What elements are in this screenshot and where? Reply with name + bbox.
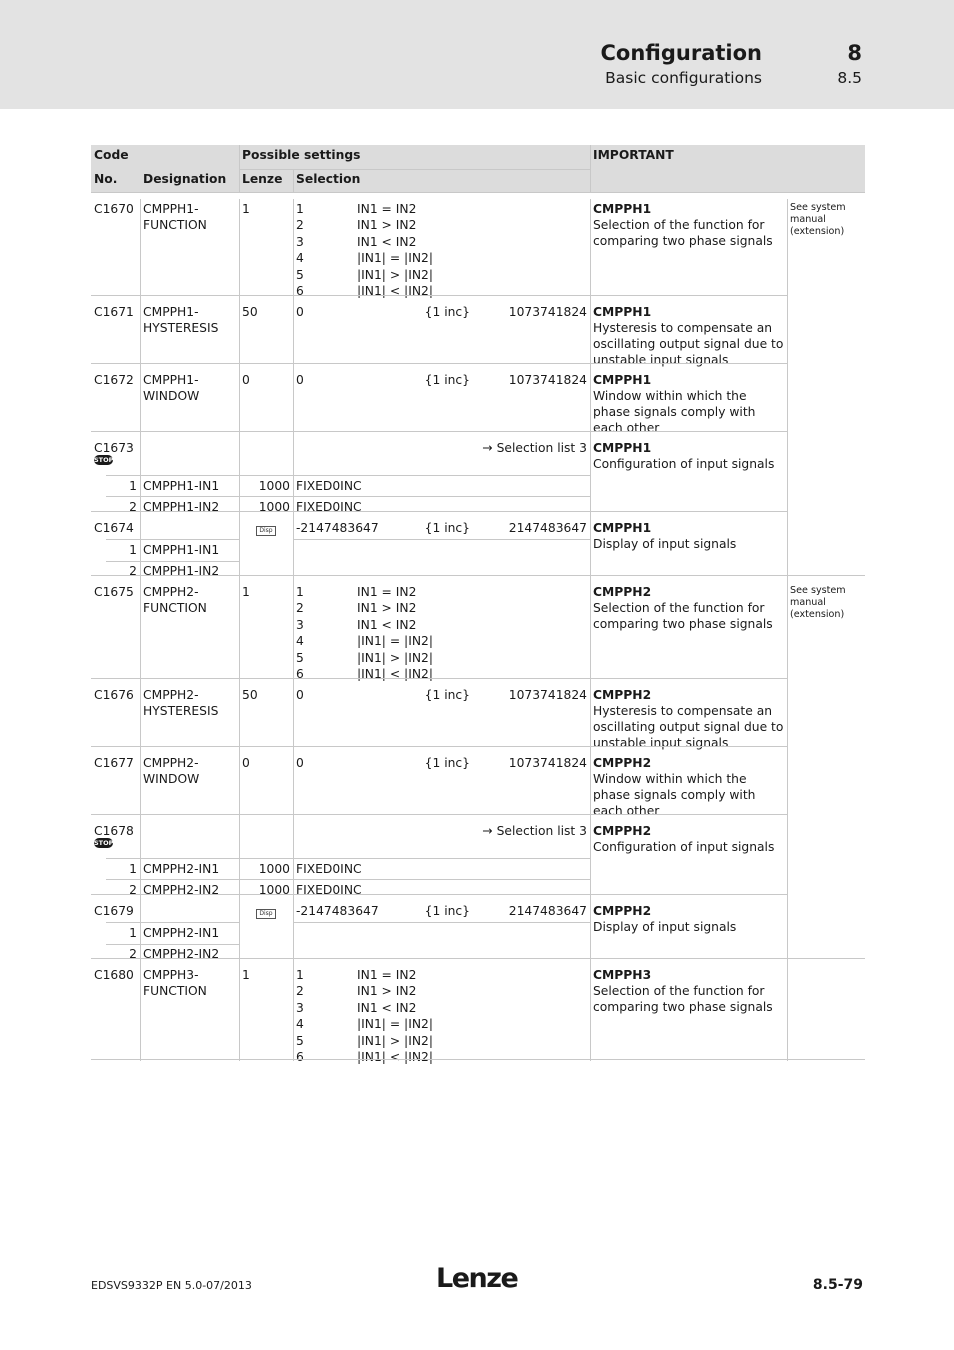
func-option-text: |IN1| < |IN2|	[357, 284, 433, 298]
range-step: {1 inc}	[424, 904, 470, 918]
important-heading: CMPPH2	[593, 585, 652, 599]
col-divider	[140, 438, 141, 518]
important-note: See system manual (extension)	[790, 585, 846, 620]
sub-number: 2	[129, 883, 137, 897]
func-option-text: IN1 < IN2	[357, 1000, 417, 1015]
row-divider	[293, 539, 590, 540]
col-divider	[239, 582, 240, 685]
col-divider	[293, 370, 294, 438]
sub-designation: CMPPH1-IN1	[143, 479, 220, 493]
func-option-text: |IN1| = |IN2|	[357, 1017, 433, 1032]
func-option-text: IN1 > IN2	[357, 218, 417, 233]
code-number: C1678	[94, 824, 134, 838]
sub-selection: FIXED0INC	[296, 479, 362, 493]
func-option-number: 4	[296, 634, 304, 649]
header-band	[0, 0, 954, 109]
important-text: Configuration of input signals	[593, 457, 775, 471]
row-divider	[91, 192, 865, 193]
row-divider	[91, 295, 787, 296]
range-max: 2147483647	[508, 904, 587, 918]
sub-designation: CMPPH1-IN2	[143, 564, 220, 578]
sub-number: 2	[129, 564, 137, 578]
func-option-number: 6	[296, 284, 304, 298]
row-divider	[91, 511, 787, 512]
row-divider	[293, 922, 590, 923]
lenze-default: 50	[242, 305, 258, 319]
row-divider	[91, 1059, 865, 1060]
func-option-text: |IN1| > |IN2|	[357, 650, 433, 665]
sub-designation: CMPPH1-IN1	[143, 543, 220, 557]
display-badge	[239, 901, 293, 917]
range-step: {1 inc}	[424, 688, 470, 702]
row-divider	[91, 958, 865, 959]
col-divider	[590, 901, 591, 965]
col-divider	[590, 370, 591, 438]
func-option-number: 4	[296, 1017, 304, 1032]
sub-designation: CMPPH2-IN1	[143, 926, 220, 940]
designation: CMPPH2- WINDOW	[143, 756, 200, 786]
code-number: C1674	[94, 521, 134, 535]
row-divider	[239, 169, 590, 170]
col-divider	[590, 518, 591, 582]
important-text: Selection of the function for comparing two phase signals	[593, 218, 773, 248]
designation: CMPPH1- HYSTERESIS	[143, 305, 219, 335]
func-option-number: 3	[296, 1000, 304, 1015]
important-heading: CMPPH1	[593, 521, 652, 535]
important-heading: CMPPH2	[593, 904, 652, 918]
col-divider	[590, 965, 591, 1061]
sub-lenze: 1000	[258, 479, 290, 493]
important-text: Configuration of input signals	[593, 840, 775, 854]
col-divider	[140, 753, 141, 821]
designation: CMPPH1- WINDOW	[143, 373, 200, 403]
row-divider	[91, 746, 787, 747]
col-divider	[239, 438, 240, 518]
col-divider	[590, 821, 591, 901]
func-option-number: 3	[296, 617, 304, 632]
col-divider	[140, 199, 141, 302]
header-code: Code	[91, 145, 239, 169]
important-heading: CMPPH1	[593, 441, 652, 455]
col-divider	[293, 753, 294, 821]
col-divider	[590, 199, 591, 302]
important-heading: CMPPH2	[593, 824, 652, 838]
important-heading: CMPPH1	[593, 305, 652, 319]
sub-number: 1	[129, 479, 137, 493]
important-text: Window within which the phase signals comply with each other	[593, 389, 756, 435]
range-max: 1073741824	[508, 305, 587, 319]
important-heading: CMPPH1	[593, 373, 652, 387]
code-number: C1673	[94, 441, 134, 455]
col-divider	[140, 302, 141, 370]
header-lenze: Lenze	[239, 169, 293, 192]
func-option-text: IN1 = IN2	[357, 968, 417, 982]
func-option-number: 2	[296, 218, 304, 233]
sub-designation: CMPPH2-IN2	[143, 883, 220, 897]
chapter-title: Configuration	[600, 41, 762, 65]
sub-number: 1	[129, 926, 137, 940]
col-divider	[140, 518, 141, 582]
code-number: C1670	[94, 202, 134, 216]
range-step: {1 inc}	[424, 521, 470, 535]
display-icon: Disp	[256, 526, 276, 536]
sub-selection: FIXED0INC	[296, 862, 362, 876]
col-divider	[293, 965, 294, 1061]
range-step: {1 inc}	[424, 373, 470, 387]
col-divider	[239, 370, 240, 438]
range-min: -2147483647	[296, 521, 379, 535]
lenze-default: 0	[242, 373, 250, 387]
range-min: 0	[296, 373, 304, 387]
range-max: 1073741824	[508, 373, 587, 387]
col-divider	[293, 169, 294, 192]
designation: CMPPH2- FUNCTION	[143, 585, 207, 615]
important-heading: CMPPH2	[593, 756, 652, 770]
func-option-number: 1	[296, 202, 304, 216]
stop-badge	[91, 836, 140, 850]
col-divider	[140, 901, 141, 965]
func-option-number: 6	[296, 1050, 304, 1064]
col-divider	[293, 685, 294, 753]
col-divider	[590, 685, 591, 753]
func-option-number: 2	[296, 984, 304, 999]
header-possible-settings: Possible settings	[239, 145, 590, 169]
important-text: Window within which the phase signals comply with each other	[593, 772, 756, 818]
func-option-number: 3	[296, 234, 304, 249]
row-divider	[91, 814, 787, 815]
important-heading: CMPPH3	[593, 968, 652, 982]
col-divider	[787, 302, 788, 370]
col-divider	[239, 518, 240, 582]
important-text: Display of input signals	[593, 920, 737, 934]
col-divider	[787, 685, 788, 753]
lenze-default: 1	[242, 202, 250, 216]
col-divider	[590, 302, 591, 370]
range-min: -2147483647	[296, 904, 379, 918]
func-option-text: IN1 = IN2	[357, 202, 417, 216]
code-number: C1677	[94, 756, 134, 770]
code-number: C1679	[94, 904, 134, 918]
row-divider	[91, 894, 787, 895]
important-text: Display of input signals	[593, 537, 737, 551]
important-note: See system manual (extension)	[790, 202, 846, 237]
sub-lenze: 1000	[258, 883, 290, 897]
sub-designation: CMPPH2-IN1	[143, 862, 220, 876]
important-text: Selection of the function for comparing two phase signals	[593, 984, 773, 1014]
col-divider	[293, 518, 294, 582]
important-heading: CMPPH1	[593, 202, 652, 216]
col-divider	[239, 685, 240, 753]
col-divider	[787, 199, 788, 302]
stop-badge	[91, 453, 140, 467]
sub-designation: CMPPH1-IN2	[143, 500, 220, 514]
important-text: Selection of the function for comparing two phase signals	[593, 601, 773, 631]
section-number: 8.5	[837, 69, 862, 87]
sub-number: 1	[129, 543, 137, 557]
col-divider	[787, 965, 788, 1061]
func-option-text: IN1 > IN2	[357, 601, 417, 616]
code-number: C1676	[94, 688, 134, 702]
chapter-number: 8	[847, 41, 862, 65]
col-divider	[787, 582, 788, 685]
important-text: Hysteresis to compensate an oscillating output signal due to unstable input signals	[593, 704, 784, 750]
row-divider	[91, 678, 787, 679]
range-step: {1 inc}	[424, 756, 470, 770]
sub-selection: FIXED0INC	[296, 883, 362, 897]
stop-icon: STOP	[94, 839, 114, 847]
header-no: No.	[91, 169, 140, 192]
col-divider	[590, 753, 591, 821]
col-divider	[239, 821, 240, 901]
range-max: 1073741824	[508, 688, 587, 702]
func-option-text: IN1 < IN2	[357, 617, 417, 632]
row-divider	[91, 431, 787, 432]
func-option-number: 4	[296, 251, 304, 266]
func-option-number: 5	[296, 650, 304, 665]
lenze-default: 50	[242, 688, 258, 702]
func-option-text: IN1 > IN2	[357, 984, 417, 999]
row-divider	[91, 363, 787, 364]
func-option-number: 6	[296, 667, 304, 681]
col-divider	[140, 821, 141, 901]
col-divider	[239, 753, 240, 821]
func-option-number: 5	[296, 1033, 304, 1048]
page-number: 8.5-79	[812, 1277, 863, 1293]
code-number: C1675	[94, 585, 134, 599]
func-option-number: 5	[296, 267, 304, 282]
sub-lenze: 1000	[258, 500, 290, 514]
col-divider	[787, 821, 788, 901]
col-divider	[787, 753, 788, 821]
header-important: IMPORTANT	[590, 145, 865, 192]
col-divider	[140, 582, 141, 685]
func-option-text: |IN1| < |IN2|	[357, 1050, 433, 1064]
col-divider	[293, 302, 294, 370]
func-option-text: IN1 = IN2	[357, 585, 417, 599]
col-divider	[239, 199, 240, 302]
col-divider	[239, 901, 240, 965]
col-divider	[140, 685, 141, 753]
header-designation: Designation	[140, 169, 239, 192]
code-number: C1680	[94, 968, 134, 982]
selection-list-ref: → Selection list 3	[482, 824, 587, 838]
lenze-default: 0	[242, 756, 250, 770]
designation: CMPPH1- FUNCTION	[143, 202, 207, 232]
func-option-text: |IN1| > |IN2|	[357, 1033, 433, 1048]
stop-icon: STOP	[94, 456, 114, 464]
doc-id: EDSVS9332P EN 5.0-07/2013	[91, 1279, 252, 1292]
func-option-text: |IN1| > |IN2|	[357, 267, 433, 282]
col-divider	[590, 582, 591, 685]
col-divider	[787, 901, 788, 965]
col-divider	[293, 582, 294, 685]
func-option-number: 1	[296, 968, 304, 982]
col-divider	[140, 370, 141, 438]
range-min: 0	[296, 305, 304, 319]
func-option-text: |IN1| < |IN2|	[357, 667, 433, 681]
sub-number: 2	[129, 947, 137, 961]
col-divider	[590, 438, 591, 518]
col-divider	[239, 302, 240, 370]
func-option-number: 1	[296, 585, 304, 599]
col-divider	[590, 145, 591, 192]
col-divider	[787, 518, 788, 582]
range-step: {1 inc}	[424, 305, 470, 319]
lenze-default: 1	[242, 968, 250, 982]
display-icon: Disp	[256, 909, 276, 919]
code-number: C1672	[94, 373, 134, 387]
range-min: 0	[296, 688, 304, 702]
selection-list-ref: → Selection list 3	[482, 441, 587, 455]
col-divider	[293, 821, 294, 901]
func-option-text: IN1 < IN2	[357, 234, 417, 249]
sub-lenze: 1000	[258, 862, 290, 876]
sub-selection: FIXED0INC	[296, 500, 362, 514]
important-text: Hysteresis to compensate an oscillating output signal due to unstable input signals	[593, 321, 784, 367]
range-max: 1073741824	[508, 756, 587, 770]
func-option-number: 2	[296, 601, 304, 616]
designation: CMPPH3- FUNCTION	[143, 968, 207, 998]
code-table	[91, 145, 865, 1064]
range-max: 2147483647	[508, 521, 587, 535]
col-divider	[787, 438, 788, 518]
sub-number: 2	[129, 500, 137, 514]
range-min: 0	[296, 756, 304, 770]
col-divider	[293, 901, 294, 965]
lenze-default: 1	[242, 585, 250, 599]
lenze-logo: Lenze	[436, 1263, 518, 1294]
designation: CMPPH2- HYSTERESIS	[143, 688, 219, 718]
section-title: Basic configurations	[605, 69, 762, 87]
sub-number: 1	[129, 862, 137, 876]
header-selection: Selection	[293, 169, 590, 192]
code-number: C1671	[94, 305, 134, 319]
important-heading: CMPPH2	[593, 688, 652, 702]
col-divider	[293, 199, 294, 302]
row-divider	[91, 575, 865, 576]
display-badge	[239, 518, 293, 534]
col-divider	[293, 438, 294, 518]
func-option-text: |IN1| = |IN2|	[357, 251, 433, 266]
col-divider	[140, 965, 141, 1061]
sub-designation: CMPPH2-IN2	[143, 947, 220, 961]
col-divider	[787, 370, 788, 438]
func-option-text: |IN1| = |IN2|	[357, 634, 433, 649]
col-divider	[239, 965, 240, 1061]
